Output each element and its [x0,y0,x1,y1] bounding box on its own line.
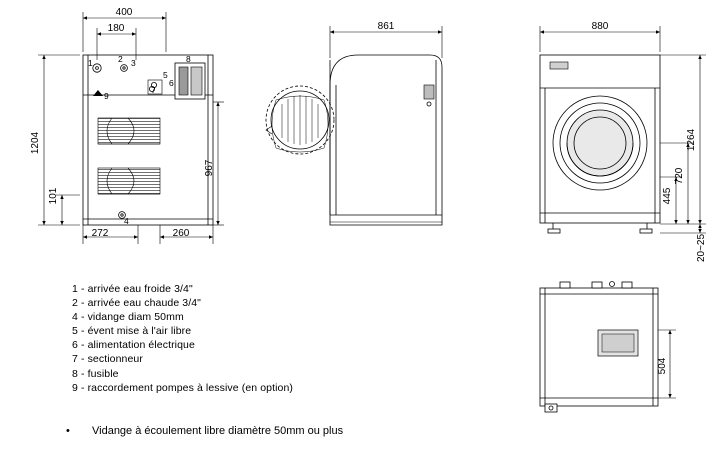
dim-504: 504 [657,357,668,375]
legend-item-4: 4 - vidange diam 50mm [72,311,184,324]
callout-2: 2 [118,54,123,64]
legend-item-5: 5 - évent mise à l'air libre [72,325,192,338]
drain-note [66,424,486,438]
legend-item-9: 9 - raccordement pompes à lessive (en option) [72,381,294,394]
dim-180: 180 [107,23,125,34]
legend-list [72,282,402,395]
view-top [540,282,658,413]
dim-1264: 1264 [686,128,697,152]
legend-item-1: 1 - arrivée eau froide 3/4" [72,283,193,295]
dim-260: 260 [172,228,190,239]
legend-item-6: 6 - alimentation électrique [72,339,195,352]
callout-1: 1 [88,58,93,68]
dim-400: 400 [115,7,133,18]
callout-3: 3 [131,58,136,68]
dim-861: 861 [377,21,395,32]
callout-8: 8 [186,54,191,64]
dim-1204: 1204 [30,131,41,155]
legend-item-8: 8 - fusible [72,367,119,380]
dim-445: 445 [662,187,673,205]
callout-4: 4 [124,216,129,226]
legend-item-7: 7 - sectionneur [72,353,143,366]
dim-272: 272 [91,228,109,239]
drain-note-text: Vidange à écoulement libre diamètre 50mm ou plus [92,425,344,437]
dim-20-25: 20~25 [696,233,707,263]
callout-5: 5 [163,70,168,80]
callout-6: 6 [169,78,174,88]
dim-720: 720 [674,167,685,185]
dim-967: 967 [204,159,215,177]
view-front-right [540,55,660,233]
dim-101: 101 [48,187,59,205]
callout-9: 9 [104,91,109,101]
view-front-left [83,55,213,225]
callout-7: 7 [151,85,156,95]
bullet-icon: • [66,425,70,437]
view-side [266,55,442,225]
legend-item-2: 2 - arrivée eau chaude 3/4" [72,297,202,310]
dim-880: 880 [591,21,609,32]
